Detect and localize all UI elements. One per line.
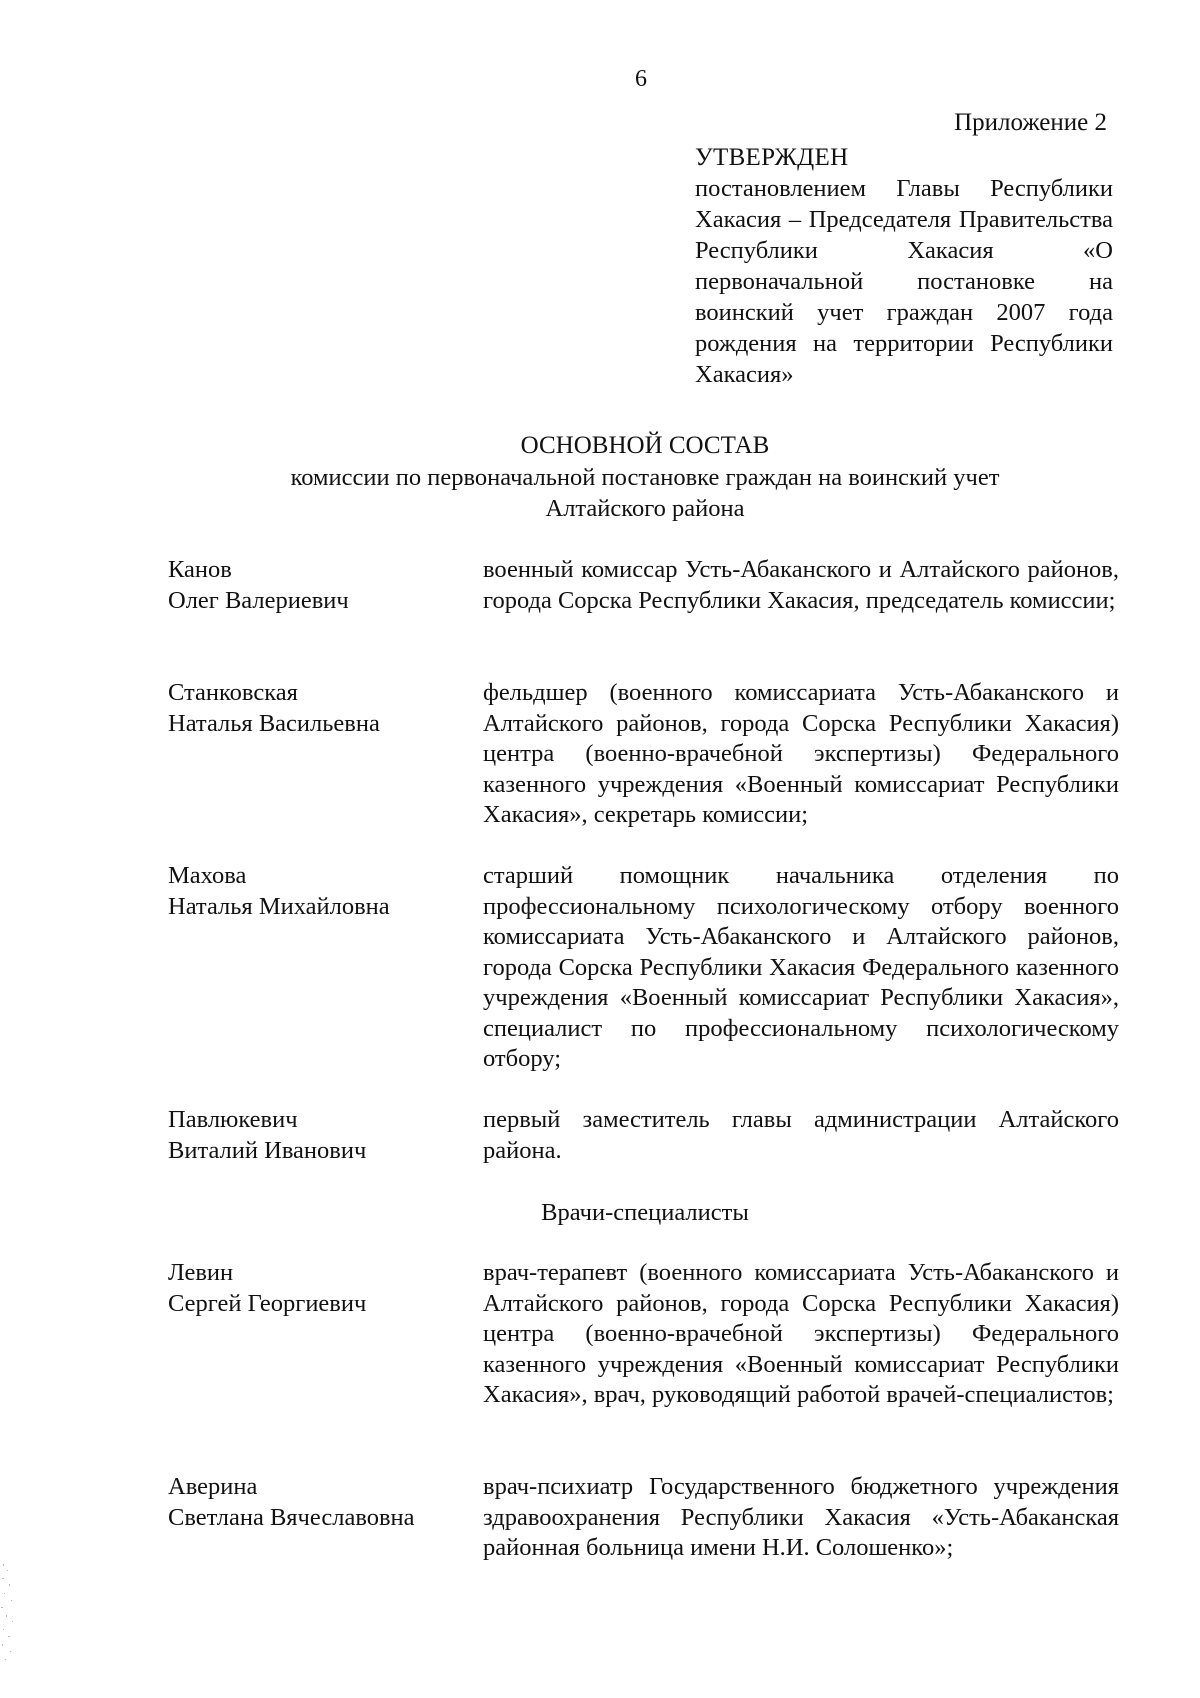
member-role-pavlyukevich: первый заместитель главы администрации Алтайского района. xyxy=(483,1106,1119,1164)
member-role-kanov: военный комиссар Усть-Абаканского и Алтайского районов, города Сорска Республики Хакасия, председатель комиссии; xyxy=(483,556,1119,614)
doctor-surname: Аверина xyxy=(168,1473,258,1500)
appendix-label: Приложение 2 xyxy=(954,109,1107,136)
doctor-name-averina xyxy=(168,1472,468,1533)
heading-subtitle-line-1: комиссии по первоначальной постановке граждан на воинский учет xyxy=(290,464,1000,491)
member-role-makhova: старший помощник начальника отделения по профессиональному психологическому отбору военного комиссариата Усть-Абаканского и Алтайского районов, города Сорска Республики Хакасия Федерального казенного учреждения «Военный комиссариат Республики Хакасия», специалист по профессиональному психологическому отбору; xyxy=(483,862,1119,1072)
member-surname: Павлюкевич xyxy=(168,1106,298,1133)
member-given-names: Наталья Васильевна xyxy=(168,709,380,737)
member-given-names: Наталья Михайловна xyxy=(168,892,390,920)
doctor-given-names: Светлана Вячеславовна xyxy=(168,1503,415,1531)
member-name-pavlyukevich xyxy=(168,1105,468,1166)
approval-text: постановлением Главы Республики Хакасия – Председателя Правительства Республики Хакасия «О первоначальной постановке на воинский учет граждан 2007 года рождения на территории Республики Хакасия» xyxy=(695,175,1113,388)
doctor-role-averina: врач-психиатр Государственного бюджетного учреждения здравоохранения Республики Хакасия «Усть-Абаканская районная больница имени Н.И. Солошенко»; xyxy=(483,1473,1119,1561)
page-number: 6 xyxy=(635,66,647,92)
member-name-makhova xyxy=(168,861,468,922)
member-name-kanov xyxy=(168,555,468,616)
member-surname: Станковская xyxy=(168,679,298,706)
member-given-names: Олег Валериевич xyxy=(168,586,349,614)
heading-subtitle-line-2: Алтайского района xyxy=(545,495,745,522)
section-title-doctors: Врачи-специалисты xyxy=(541,1199,749,1226)
approval-block xyxy=(695,142,1113,390)
member-surname: Махова xyxy=(168,862,247,889)
doctor-name-levin xyxy=(168,1258,468,1319)
composition-heading xyxy=(0,430,1200,524)
member-role-stankovskaya: фельдшер (военного комиссариата Усть-Абаканского и Алтайского районов, города Сорска Республики Хакасия) центра (военно-врачебной экспертизы) Федерального казенного учреждения «Военный комиссариат Республики Хакасия», секретарь комиссии; xyxy=(483,679,1119,828)
approved-word: УТВЕРЖДЕН xyxy=(695,144,849,171)
member-given-names: Виталий Иванович xyxy=(168,1136,367,1164)
doctor-given-names: Сергей Георгиевич xyxy=(168,1289,367,1317)
doctor-role-levin: врач-терапевт (военного комиссариата Усть-Абаканского и Алтайского районов, города Сорска Республики Хакасия) центра (военно-врачебной экспертизы) Федерального казенного учреждения «Военный комиссариат Республики Хакасия», врач, руководящий работой врачей-специалистов; xyxy=(483,1259,1119,1408)
member-name-stankovskaya xyxy=(168,678,468,739)
scan-noise xyxy=(0,1560,20,1670)
doctor-surname: Левин xyxy=(168,1259,234,1286)
member-surname: Канов xyxy=(168,556,232,583)
heading-title: ОСНОВНОЙ СОСТАВ xyxy=(520,432,770,459)
